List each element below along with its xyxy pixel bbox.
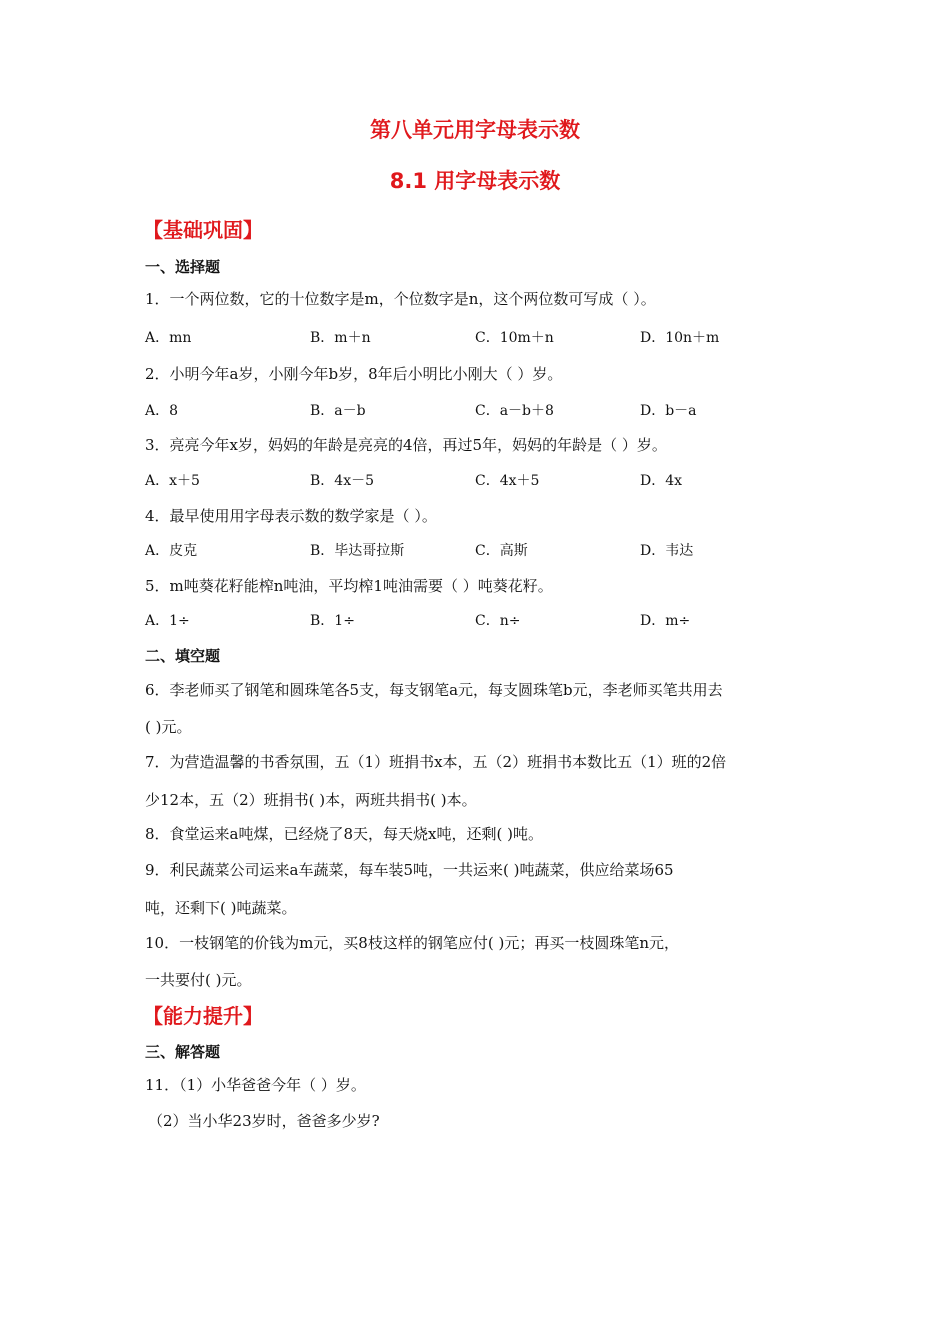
heading-choice: 一、选择题 <box>145 258 221 276</box>
q5-option-a[interactable]: A．1÷ <box>145 613 190 629</box>
q1-option-b[interactable]: B．m＋n <box>310 330 371 346</box>
heading-fill: 二、填空题 <box>145 647 221 665</box>
q3-option-b[interactable]: B．4x－5 <box>310 473 374 489</box>
unit-title: 第八单元用字母表示数 <box>370 118 580 142</box>
question-4: 4．最早使用用字母表示数的数学家是（ ）。 <box>145 507 437 525</box>
q5-option-d[interactable]: D．m÷ <box>640 613 691 629</box>
question-11-line1: 11．（1）小华爸爸今年（ ）岁。 <box>145 1076 366 1094</box>
question-9-line2: 吨，还剩下( )吨蔬菜。 <box>145 899 297 917</box>
question-6-line2: ( )元。 <box>145 718 192 736</box>
q4-option-c[interactable]: C．高斯 <box>475 543 528 559</box>
question-10-line2: 一共要付( )元。 <box>145 971 252 989</box>
question-7-line2: 少12本，五（2）班捐书( )本，两班共捐书( )本。 <box>145 791 477 809</box>
question-3: 3．亮亮今年x岁，妈妈的年龄是亮亮的4倍，再过5年，妈妈的年龄是（ ）岁。 <box>145 436 667 454</box>
section-advanced: 【能力提升】 <box>143 1004 263 1028</box>
question-1: 1．一个两位数，它的十位数字是m，个位数字是n，这个两位数可写成（ ）。 <box>145 290 656 308</box>
q3-option-a[interactable]: A．x＋5 <box>145 473 200 489</box>
q3-option-d[interactable]: D．4x <box>640 473 683 489</box>
section-basic: 【基础巩固】 <box>143 218 263 242</box>
q4-option-b[interactable]: B．毕达哥拉斯 <box>310 543 405 559</box>
q2-option-d[interactable]: D．b－a <box>640 403 697 419</box>
q1-option-c[interactable]: C．10m＋n <box>475 330 554 346</box>
heading-answer: 三、解答题 <box>145 1043 221 1061</box>
question-8: 8．食堂运来a吨煤，已经烧了8天，每天烧x吨，还剩( )吨。 <box>145 825 543 843</box>
question-10-line1: 10．一枝钢笔的价钱为m元，买8枝这样的钢笔应付( )元；再买一枝圆珠笔n元， <box>145 934 679 952</box>
q2-option-c[interactable]: C．a－b＋8 <box>475 403 554 419</box>
question-5: 5．m吨葵花籽能榨n吨油，平均榨1吨油需要（ ）吨葵花籽。 <box>145 577 553 595</box>
q2-option-a[interactable]: A．8 <box>145 403 179 419</box>
q2-option-b[interactable]: B．a－b <box>310 403 366 419</box>
q1-option-d[interactable]: D．10n＋m <box>640 330 720 346</box>
question-7-line1: 7．为营造温馨的书香氛围，五（1）班捐书x本，五（2）班捐书本数比五（1）班的2倍 <box>145 753 727 771</box>
question-11-line2: （2）当小华23岁时，爸爸多少岁? <box>148 1112 380 1130</box>
q4-option-d[interactable]: D．韦达 <box>640 543 694 559</box>
q1-option-a[interactable]: A．mn <box>145 330 192 346</box>
q4-option-a[interactable]: A．皮克 <box>145 543 198 559</box>
q3-option-c[interactable]: C．4x＋5 <box>475 473 540 489</box>
question-6-line1: 6．李老师买了钢笔和圆珠笔各5支，每支钢笔a元，每支圆珠笔b元，李老师买笔共用去 <box>145 681 723 699</box>
q5-option-c[interactable]: C．n÷ <box>475 613 521 629</box>
question-2: 2．小明今年a岁，小刚今年b岁，8年后小明比小刚大（ ）岁。 <box>145 365 563 383</box>
q5-option-b[interactable]: B．1÷ <box>310 613 355 629</box>
lesson-title: 8.1 用字母表示数 <box>389 169 561 193</box>
question-9-line1: 9．利民蔬菜公司运来a车蔬菜，每车装5吨，一共运来( )吨蔬菜，供应给菜场65 <box>145 861 674 879</box>
